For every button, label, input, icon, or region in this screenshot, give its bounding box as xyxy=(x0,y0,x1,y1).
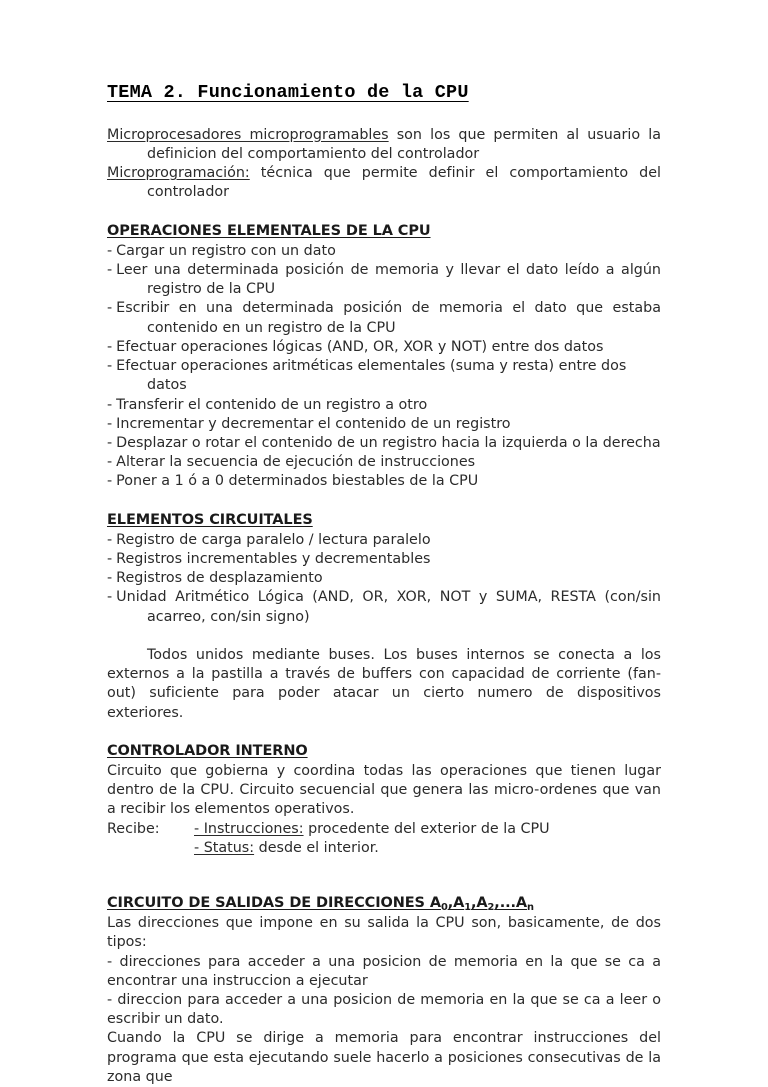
list-item-label: Efectuar operaciones lógicas (AND, OR, XOR y NOT) entre dos datos xyxy=(116,338,604,355)
bullet-dash: - xyxy=(107,531,113,548)
spacer xyxy=(107,492,661,511)
list-item xyxy=(107,338,661,357)
bullet-dash: - xyxy=(107,242,113,259)
spacer xyxy=(107,723,661,742)
section-heading-controlador-interno: CONTROLADOR INTERNO xyxy=(107,742,308,759)
heading-text-main: CIRCUITO DE SALIDAS DE DIRECCIONES A xyxy=(107,894,441,911)
heading-subscript-2: 2 xyxy=(487,901,495,913)
heading-text-mid1: ,A xyxy=(447,894,465,911)
recibe-item-text: desde el interior. xyxy=(254,839,379,856)
recibe-label: Recibe: xyxy=(107,820,160,837)
recibe-item xyxy=(194,820,661,839)
spacer xyxy=(107,858,661,894)
definition-term: Microprogramación: xyxy=(107,165,250,182)
list-item xyxy=(107,453,661,472)
heading-subscript-n: n xyxy=(527,901,534,913)
list-item-label: Registros incrementables y decrementables xyxy=(116,551,431,568)
list-item-label: Desplazar o rotar el contenido de un registro hacia la izquierda o la derecha xyxy=(116,435,661,452)
bullet-dash: - xyxy=(107,570,113,587)
paragraph-direcciones-intro: Las direcciones que impone en su salida la CPU son, basicamente, de dos tipos: xyxy=(107,915,661,951)
paragraph-buses: Todos unidos mediante buses. Los buses internos se conecta a los externos a la pastilla a través de buffers con capacidad de corriente (fan-out) suficiente para poder atacar un cierto numero de dispositivos exteriores. xyxy=(107,646,661,721)
bullet-dash: - xyxy=(107,415,113,432)
list-item xyxy=(107,531,661,550)
list-item-label: Unidad Aritmético Lógica (AND, OR, XOR, NOT y SUMA, RESTA (con/sin acarreo, con/sin signo) xyxy=(116,589,661,625)
recibe-items xyxy=(194,820,661,858)
bullet-dash: - xyxy=(107,473,113,490)
list-item-label: Poner a 1 ó a 0 determinados biestables de la CPU xyxy=(116,473,479,490)
list-item xyxy=(107,396,661,415)
paragraph-controlador: Circuito que gobierna y coordina todas las operaciones que tienen lugar dentro de la CPU. Circuito secuencial que genera las micro-ordenes que van a recibir los elementos operativos. xyxy=(107,762,661,818)
list-item xyxy=(107,550,661,569)
list-item xyxy=(107,261,661,299)
list-item-label: Leer una determinada posición de memoria y llevar el dato leído a algún registro de la CPU xyxy=(116,262,661,298)
bullet-dash: - xyxy=(107,358,113,375)
heading-subscript-0: 0 xyxy=(440,901,448,913)
list-item xyxy=(107,588,661,626)
bullet-dash: - xyxy=(107,262,113,279)
section-heading-elementos: ELEMENTOS CIRCUITALES xyxy=(107,511,313,528)
list-item xyxy=(107,569,661,588)
paragraph-direcciones-tipo2: - direccion para acceder a una posicion de memoria en la que se ca a leer o escribir un dato. xyxy=(107,991,661,1028)
list-item-label: Escribir en una determinada posición de memoria el dato que estaba contenido en un registro de la CPU xyxy=(116,300,661,336)
definition-term: Microprocesadores microprogramables xyxy=(107,126,389,143)
bullet-dash: - xyxy=(107,300,113,317)
paragraph-direcciones-cierre: Cuando la CPU se dirige a memoria para encontrar instrucciones del programa que esta ejecutando suele hacerlo a posiciones consecutivas de la zona que xyxy=(107,1030,661,1085)
definition-microprogramacion xyxy=(107,164,661,202)
list-item xyxy=(107,299,661,337)
bullet-dash: - xyxy=(107,551,113,568)
list-item-label: Incrementar y decrementar el contenido de un registro xyxy=(116,415,511,432)
recibe-item-text: procedente del exterior de la CPU xyxy=(303,820,550,837)
spacer xyxy=(107,627,661,646)
bullet-dash: - xyxy=(107,454,113,471)
list-item xyxy=(107,434,661,453)
section-heading-circuito-direcciones xyxy=(107,894,661,913)
list-item-label: Cargar un registro con un dato xyxy=(116,242,336,259)
list-item-label: Alterar la secuencia de ejecución de instrucciones xyxy=(116,454,476,471)
definition-microprocesadores xyxy=(107,126,661,164)
definition-text: técnica que permite definir el comportamiento del controlador xyxy=(147,165,661,201)
recibe-item-term: - Status: xyxy=(194,839,255,856)
list-item xyxy=(107,472,661,491)
list-item xyxy=(107,415,661,434)
bullet-dash: - xyxy=(107,338,113,355)
heading-text-mid3: ,...A xyxy=(494,894,528,911)
definition-text: son los que permiten al usuario la definicion del comportamiento del controlador xyxy=(147,126,661,163)
bullet-dash: - xyxy=(107,396,113,413)
list-item-label: Registros de desplazamiento xyxy=(116,570,323,587)
paragraph-direcciones-tipo1: - direcciones para acceder a una posicion de memoria en la que se ca a encontrar una instruccion a ejecutar xyxy=(107,953,661,989)
list-item-label: Efectuar operaciones aritméticas elementales (suma y resta) entre dos datos xyxy=(116,358,627,394)
recibe-item xyxy=(194,839,661,858)
recibe-item-term: - Instrucciones: xyxy=(194,820,304,837)
heading-text-mid2: ,A xyxy=(471,894,488,911)
list-item-label: Registro de carga paralelo / lectura paralelo xyxy=(116,531,431,548)
list-item xyxy=(107,357,661,395)
bullet-dash: - xyxy=(107,435,113,452)
page-title: TEMA 2. Funcionamiento de la CPU xyxy=(107,82,469,103)
document-content xyxy=(107,82,661,1087)
list-item xyxy=(107,242,661,261)
section-heading-operaciones: OPERACIONES ELEMENTALES DE LA CPU xyxy=(107,222,431,239)
heading-subscript-1: 1 xyxy=(464,901,471,913)
bullet-dash: - xyxy=(107,589,113,606)
recibe-block xyxy=(107,820,661,858)
spacer xyxy=(107,203,661,222)
list-item-label: Transferir el contenido de un registro a otro xyxy=(116,396,428,413)
